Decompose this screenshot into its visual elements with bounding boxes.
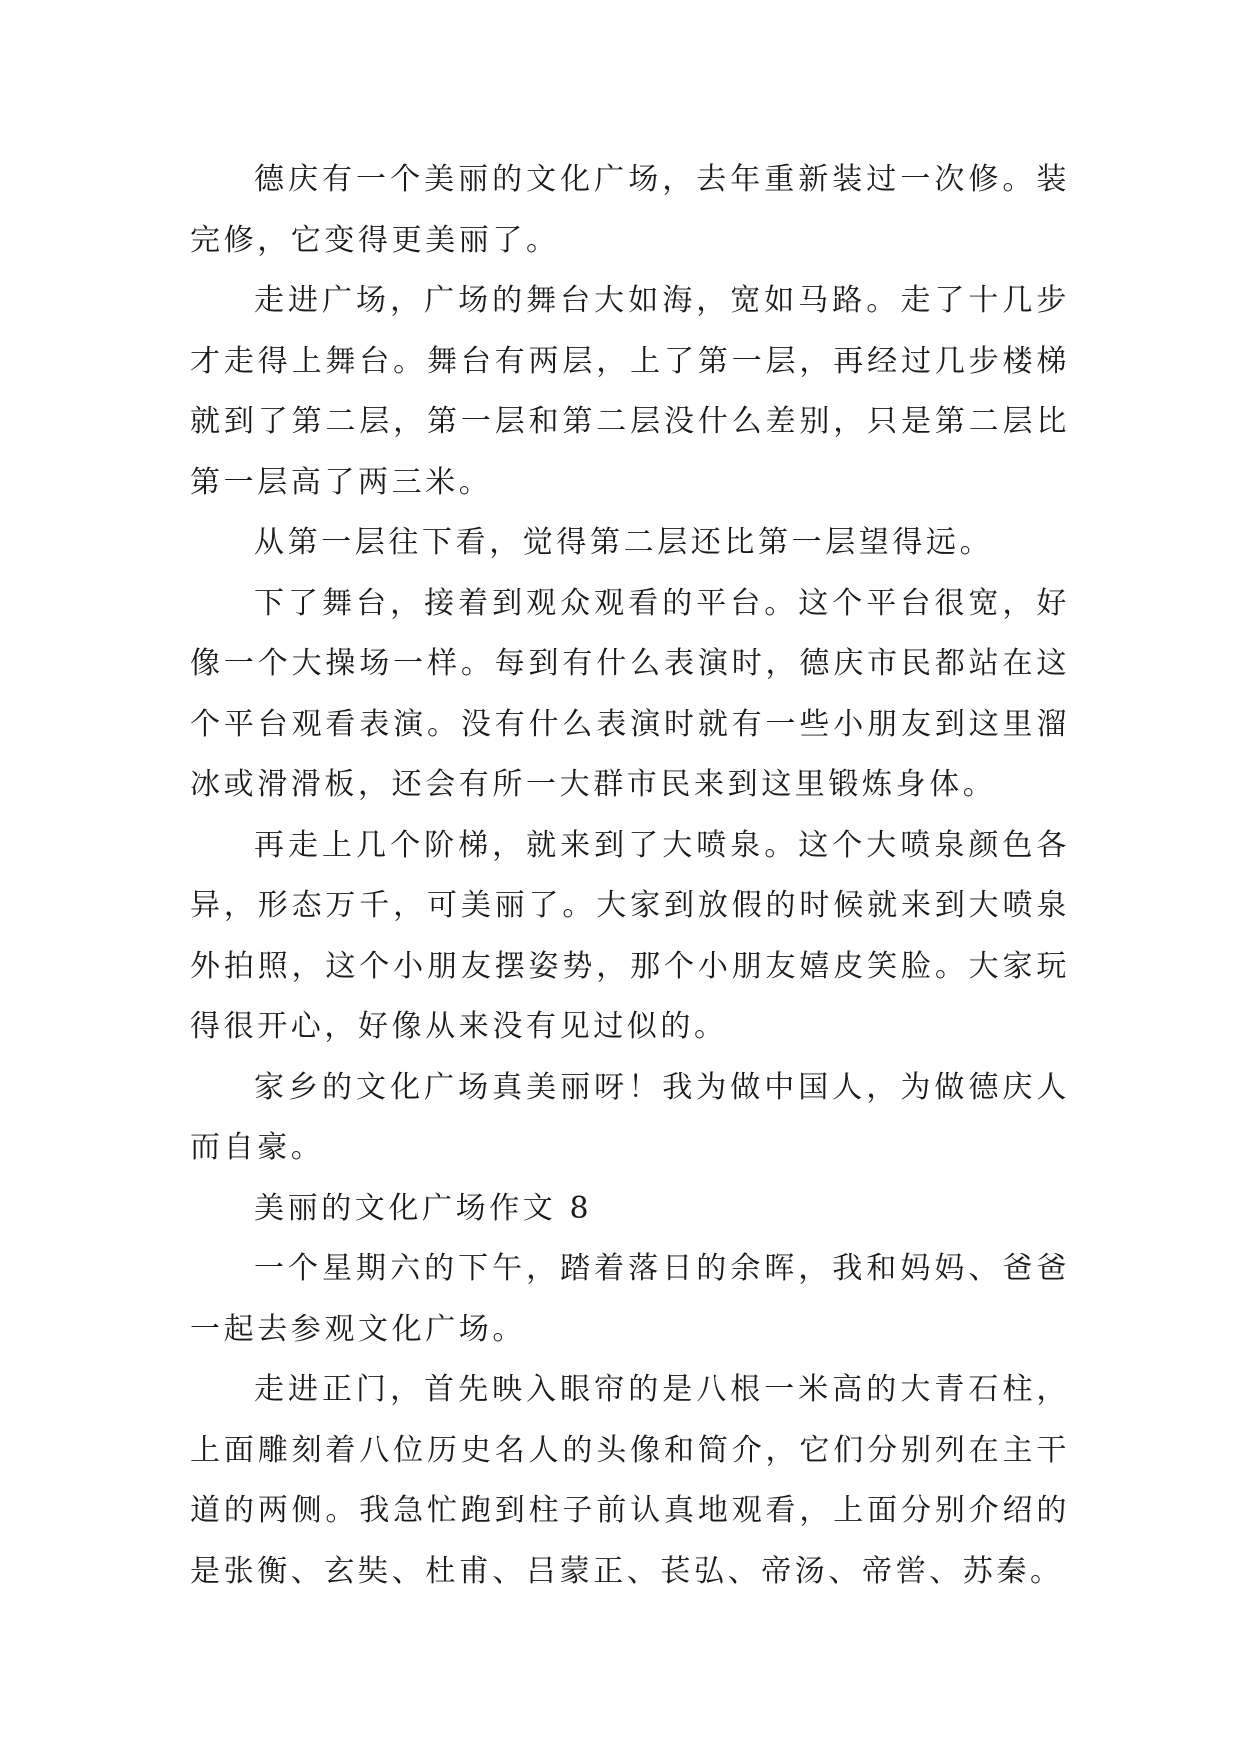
paragraph: 德庆有一个美丽的文化广场，去年重新装过一次修。装完修，它变得更美丽了。 <box>190 162 1070 258</box>
paragraph: 下了舞台，接着到观众观看的平台。这个平台很宽，好像一个大操场一样。每到有什么表演时，德庆市民都站在这个平台观看表演。没有什么表演时就有一些小朋友到这里溜冰或滑滑板，还会有所一大群市民来到这里锻炼身体。 <box>190 585 1070 802</box>
paragraph: 从第一层往下看，觉得第二层还比第一层望得远。 <box>254 525 994 560</box>
paragraph: 走进广场，广场的舞台大如海，宽如马路。走了十几步才走得上舞台。舞台有两层，上了第一层，再经过几步楼梯就到了第二层，第一层和第二层没什么差别，只是第二层比第一层高了两三米。 <box>190 283 1070 500</box>
document-body <box>190 150 1070 1602</box>
paragraph: 再走上几个阶梯，就来到了大喷泉。这个大喷泉颜色各异，形态万千，可美丽了。大家到放假的时候就来到大喷泉外拍照，这个小朋友摆姿势，那个小朋友嬉皮笑脸。大家玩得很开心，好像从来没有见过似的。 <box>190 827 1070 1044</box>
paragraph: 一个星期六的下午，踏着落日的余晖，我和妈妈、爸爸一起去参观文化广场。 <box>190 1251 1070 1347</box>
section-title: 美丽的文化广场作文 8 <box>254 1190 593 1226</box>
paragraph: 家乡的文化广场真美丽呀！我为做中国人，为做德庆人而自豪。 <box>190 1069 1070 1165</box>
paragraph: 走进正门，首先映入眼帘的是八根一米高的大青石柱，上面雕刻着八位历史名人的头像和简介，它们分别列在主干道的两侧。我急忙跑到柱子前认真地观看，上面分别介绍的是张衡、玄奘、杜甫、吕蒙正、苌弘、帝汤、帝喾、苏秦。 <box>190 1372 1070 1589</box>
